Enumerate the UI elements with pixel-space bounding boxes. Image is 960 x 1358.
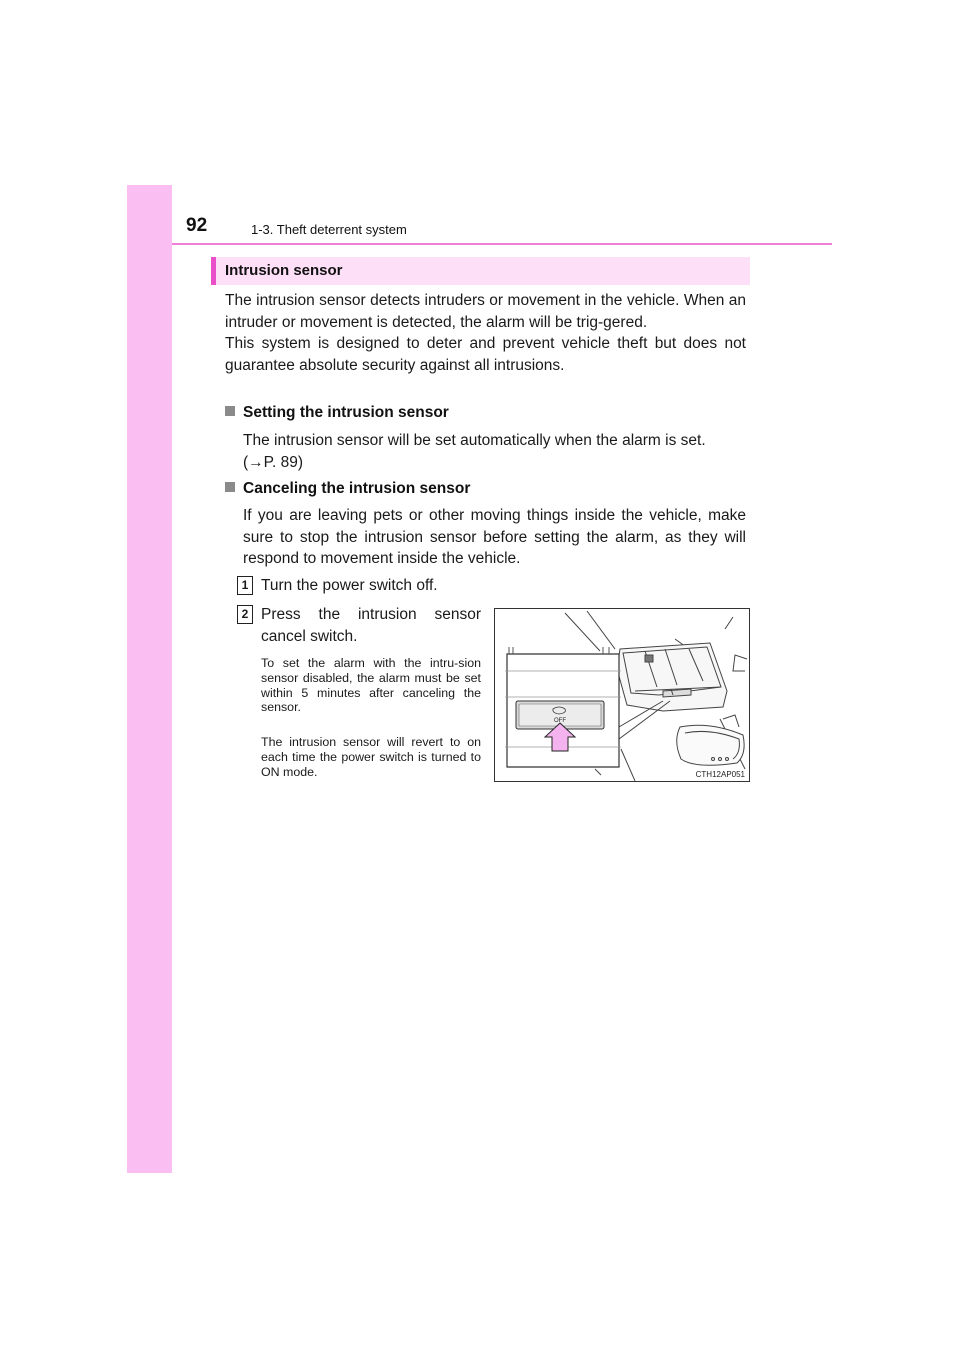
side-color-band bbox=[127, 185, 172, 1173]
note-1: To set the alarm with the intru-sion sensor disabled, the alarm must be set within 5 minutes after canceling the sensor. bbox=[261, 656, 481, 715]
header-rule bbox=[172, 243, 832, 245]
setting-body-text: The intrusion sensor will be set automatically when the alarm is set. bbox=[243, 432, 706, 449]
canceling-body: If you are leaving pets or other moving things inside the vehicle, make sure to stop the intrusion sensor before setting the alarm, as they will respond to movement inside the vehicle. bbox=[243, 507, 746, 567]
section-title: Intrusion sensor bbox=[225, 262, 343, 279]
canceling-heading bbox=[225, 480, 470, 498]
figure-code: CTH12AP051 bbox=[695, 770, 745, 779]
setting-heading-text: Setting the intrusion sensor bbox=[243, 404, 449, 421]
step-number-1: 1 bbox=[237, 576, 253, 595]
intro-paragraph-1: The intrusion sensor detects intruders or movement in the vehicle. When an intruder or movement is detected, the alarm will be trig-gered. bbox=[225, 292, 746, 331]
step-number-2: 2 bbox=[237, 605, 253, 624]
square-bullet-icon bbox=[225, 406, 235, 416]
page-reference-link[interactable]: (→P. 89) bbox=[243, 453, 304, 471]
step-2-text: Press the intrusion sensor cancel switch. bbox=[261, 606, 481, 645]
intro-paragraph-2: This system is designed to deter and prevent vehicle theft but does not guarantee absolute security against all intrusions. bbox=[225, 335, 746, 374]
page-number: 92 bbox=[186, 215, 208, 236]
note-2: The intrusion sensor will revert to on each time the power switch is turned to ON mode. bbox=[261, 735, 481, 779]
zoomed-switch-inset bbox=[505, 647, 621, 767]
off-button-label: OFF bbox=[554, 718, 566, 724]
intro-paragraphs bbox=[225, 290, 746, 376]
section-accent bbox=[211, 257, 216, 285]
overhead-console-drawing bbox=[495, 609, 750, 782]
section-title-bar bbox=[211, 257, 750, 285]
setting-heading bbox=[225, 404, 449, 422]
cancel-switch-illustration bbox=[494, 608, 750, 782]
canceling-heading-text: Canceling the intrusion sensor bbox=[243, 480, 471, 497]
square-bullet-icon bbox=[225, 482, 235, 492]
setting-body bbox=[243, 430, 746, 473]
step-1-text: Turn the power switch off. bbox=[261, 577, 438, 594]
running-header: 1-3. Theft deterrent system bbox=[251, 222, 407, 237]
